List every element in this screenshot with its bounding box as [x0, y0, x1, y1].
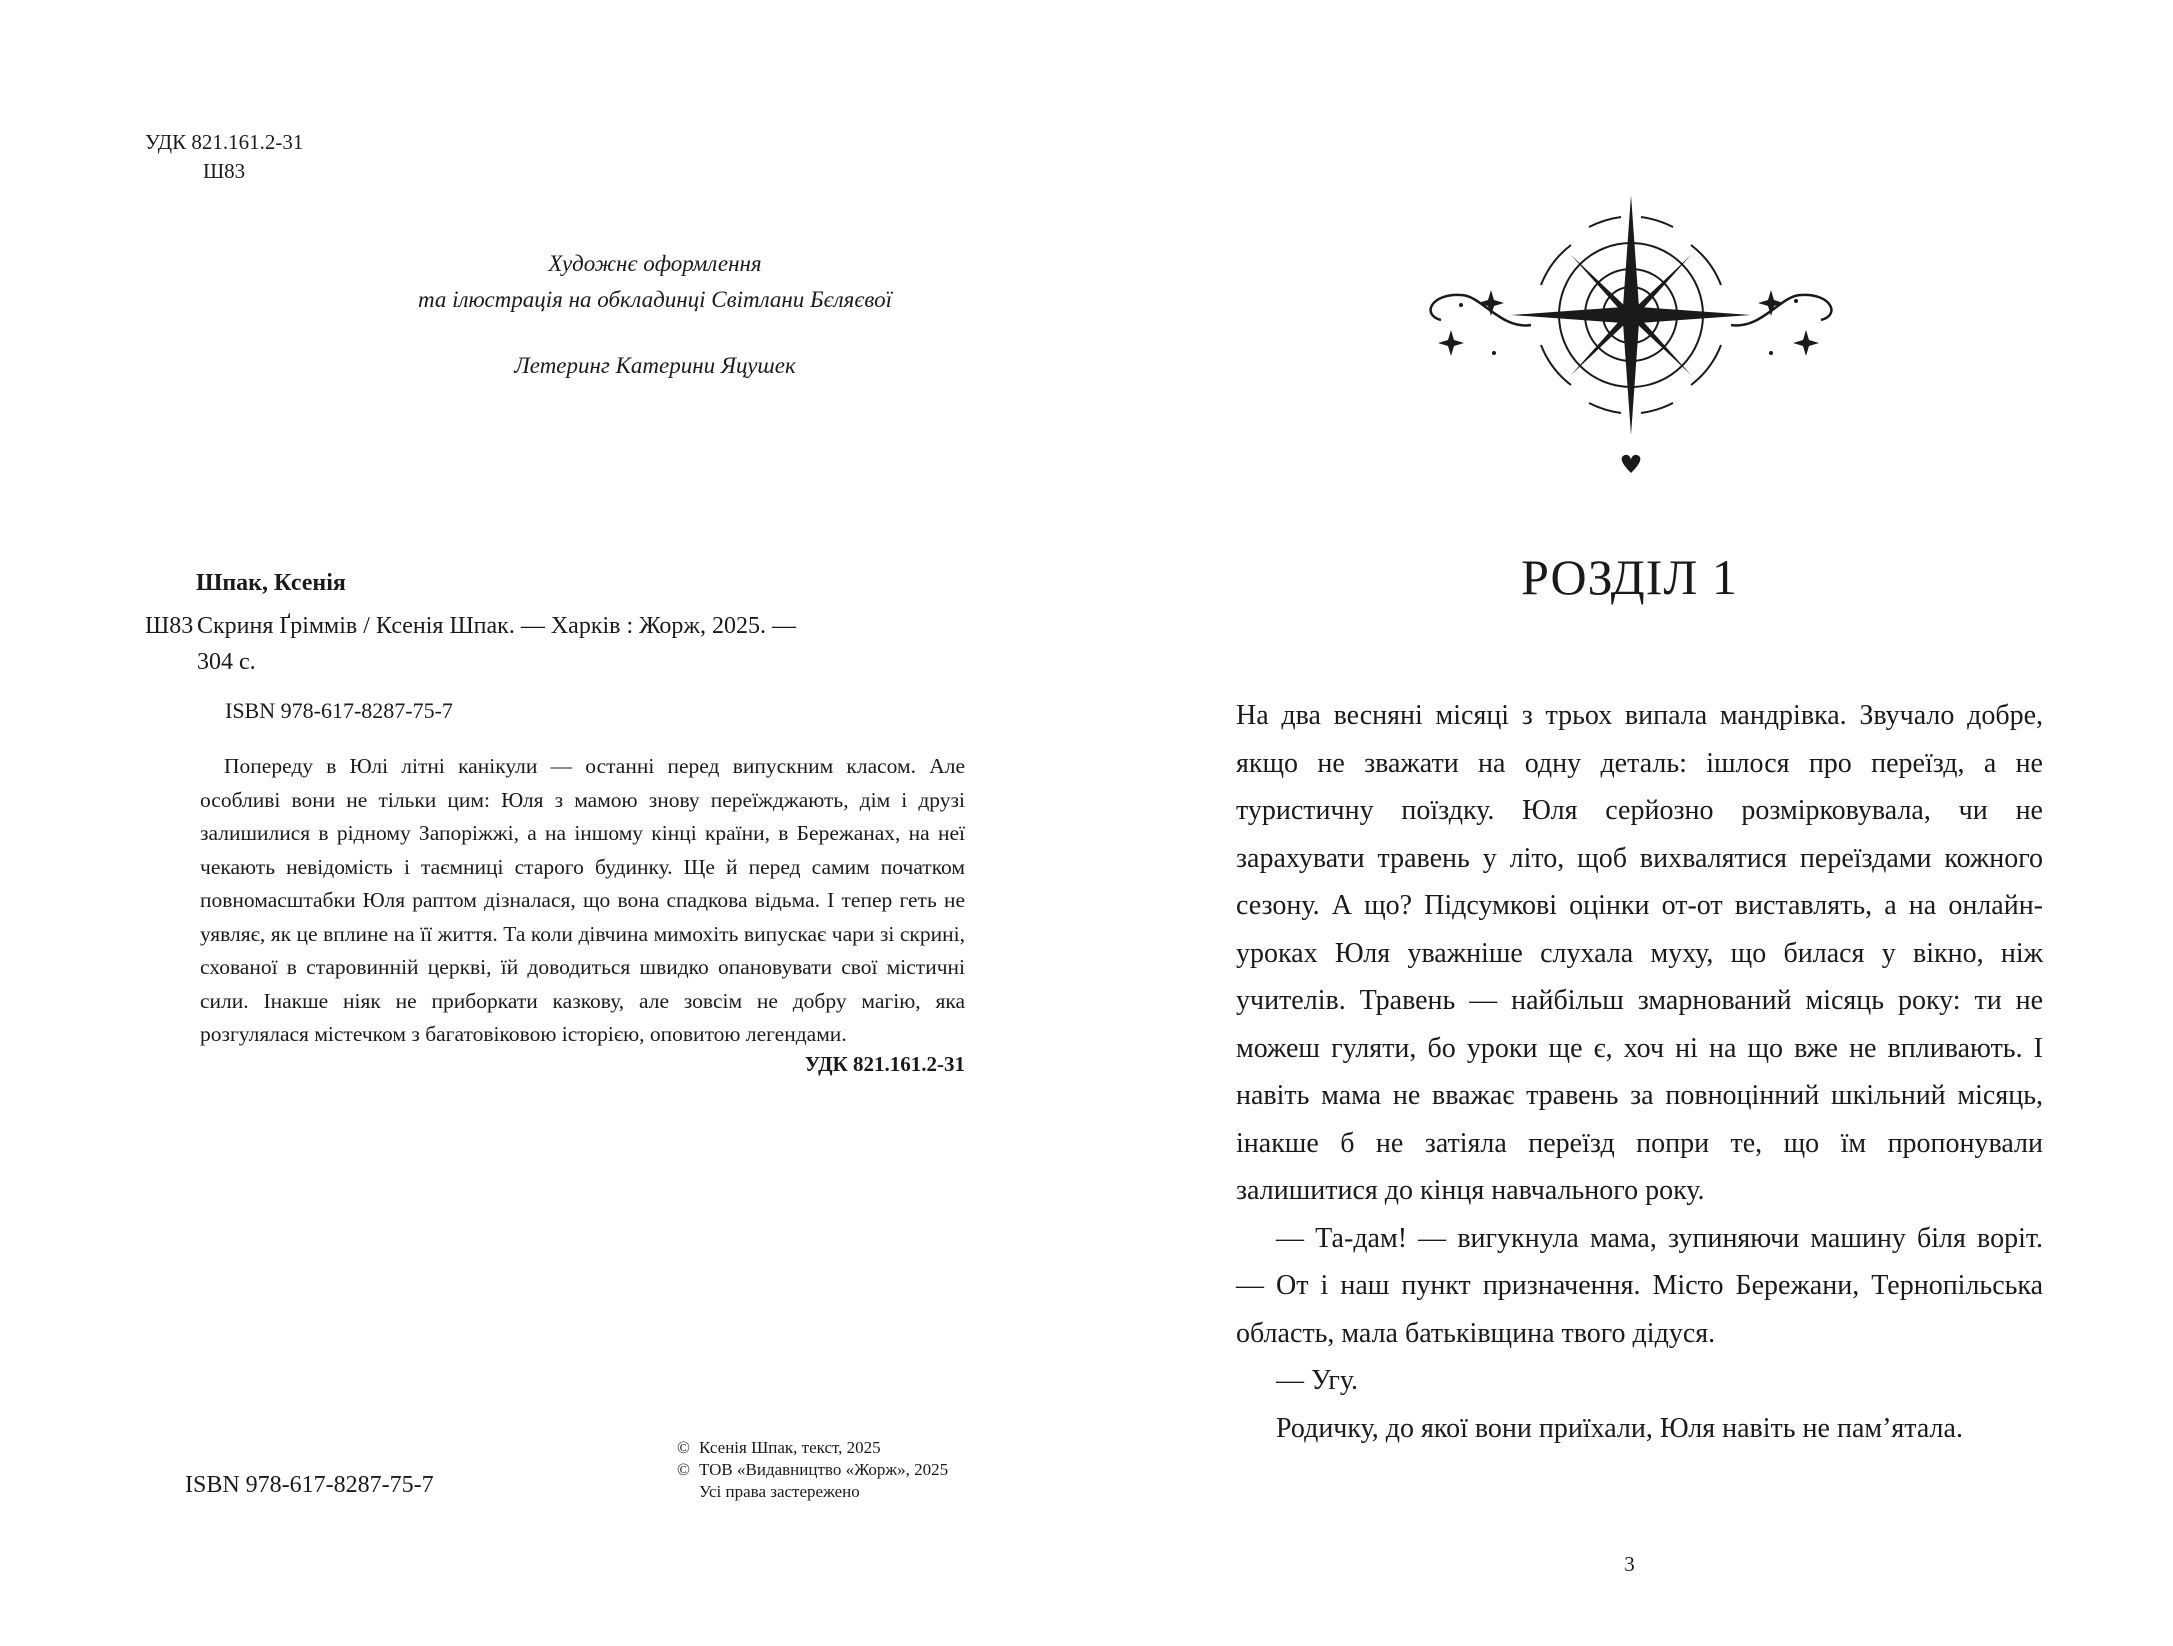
right-page-chapter — [1086, 0, 2173, 1646]
paragraph: — Та-дам! — вигукнула мама, зупиняючи машину біля воріт. — От і наш пункт призначення. Місто Бережани, Тернопільська область, мала батьківщина твого дідуся. — [1236, 1222, 2043, 1349]
copyright-icon: © — [677, 1460, 690, 1479]
udk-bottom: УДК 821.161.2-31 — [804, 1052, 965, 1076]
udk-code: УДК 821.161.2-31 — [145, 130, 304, 154]
catalog-author: Шпак, Ксенія — [196, 570, 346, 596]
left-page-imprint — [0, 0, 1086, 1646]
copyright-publisher: ТОВ «Видавництво «Жорж», 2025 — [699, 1460, 949, 1479]
catalog-bibliographic-entry — [145, 608, 975, 680]
udk-classification — [145, 128, 303, 186]
copyright-author: Ксенія Шпак, текст, 2025 — [699, 1438, 881, 1457]
copyright-block — [677, 1437, 948, 1503]
author-sign: Ш83 — [203, 159, 246, 183]
lettering-credit: Летеринг Катерини Яцушек — [514, 353, 796, 378]
copyright-icon: © — [677, 1438, 690, 1457]
catalog-pages: 304 с. — [197, 649, 256, 675]
design-credit-line1: Художнє оформлення — [548, 251, 762, 276]
paragraph: — Угу. — [1276, 1365, 1359, 1396]
illustration-credits — [300, 246, 1010, 384]
compass-rose-icon — [1421, 195, 1841, 485]
catalog-sign: Ш83 — [145, 613, 194, 639]
chapter-body — [1236, 692, 2043, 1452]
catalog-isbn: ISBN 978-617-8287-75-7 — [225, 698, 453, 723]
catalog-title-line: Скриня Ґріммів / Ксенія Шпак. — Харків : Жорж, 2025. — — [197, 613, 797, 639]
rights-reserved: Усі права застережено — [699, 1482, 860, 1501]
annotation-text: Попереду в Юлі літні канікули — останні перед випускним класом. Але особливі вони не тільки цим: Юля з мамою знову переїжджають, дім і друзі залишилися в рідному Запоріжжі, а на іншому кінці країни, в Бережанах, на неї чекають невідомість і таємниці старого будинку. Ще й перед самим початком повномасштабки Юля раптом дізналася, що вона спадкова відьма. І тепер геть не уявляє, як це вплине на її життя. Та коли дівчина мимохіть випускає чари зі скрині, схованої в старовинній церкві, їй доводиться швидко опановувати свої містичні сили. Інакше ніяк не приборкати казкову, але зовсім не добру магію, яка розгулялася містечком з багатовіковою історією, оповитою легендами. — [200, 754, 965, 1046]
design-credit-line2: та ілюстрація на обкладинці Світлани Бєляєвої — [418, 287, 892, 312]
page-number: 3 — [1624, 1552, 1635, 1576]
footer-isbn: ISBN 978-617-8287-75-7 — [185, 1472, 434, 1498]
paragraph: На два весняні місяці з трьох випала мандрівка. Звучало добре, якщо не зважати на одну деталь: ішлося про переїзд, а не туристичну поїздку. Юля серйозно розмірковувала, чи не зарахувати травень у літо, щоб вихвалятися переїздами кожного сезону. А що? Підсумкові оцінки от-от виставлять, а на онлайн-уроках Юля уважніше слухала муху, що билася у вікно, ніж учителів. Травень — найбільш змарнований місяць року: ти не можеш гуляти, бо уроки ще є, хоч ні на що вже не впливають. І навіть мама не вважає травень за повноцінний шкільний місяць, інакше б не затіяла переїзд попри те, що їм пропонували залишитися до кінця навчального року. — [1236, 700, 2043, 1206]
paragraph: Родичку, до якої вони приїхали, Юля навіть не пам’ятала. — [1276, 1412, 1963, 1444]
chapter-title: РОЗДІЛ 1 — [1521, 549, 1738, 605]
book-annotation — [200, 750, 965, 1052]
